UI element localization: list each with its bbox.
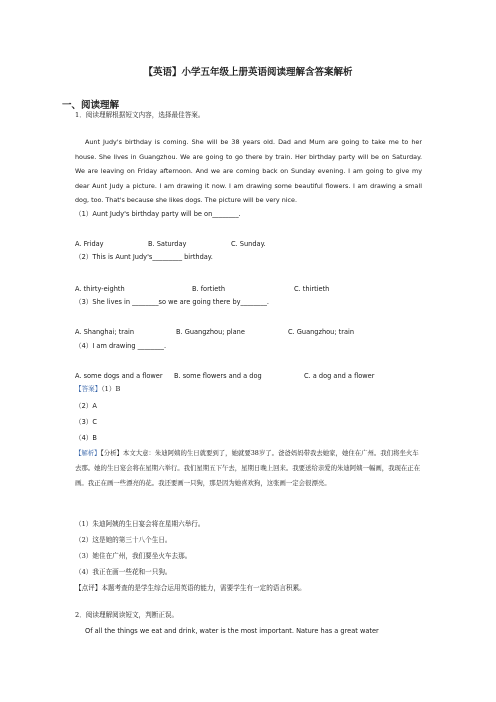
- page-title: 【英语】小学五年级上册英语阅读理解含答案解析: [143, 67, 353, 78]
- option-b: B. some flowers and a dog: [174, 372, 262, 380]
- sub-question-4: （4）I am drawing ________.: [75, 342, 167, 350]
- question-1-prompt: 1．阅读理解根据短文内容，选择最佳答案。: [75, 111, 205, 119]
- option-c: C. a dog and a flower: [304, 372, 375, 380]
- answer-tag: 【答案】: [75, 385, 102, 393]
- note-1: （1）朱迪阿姨的生日宴会将在星期六举行。: [75, 520, 205, 528]
- option-a: A. thirty-eighth: [75, 285, 125, 293]
- answer-2: （2）A: [75, 402, 97, 410]
- note-4: （4）我正在画一些花和一只狗。: [75, 568, 172, 576]
- note-3: （3）她住在广州，我们要坐火车去那。: [75, 552, 192, 560]
- sub-question-3: （3）She lives in ________so we are going there by________.: [75, 298, 270, 306]
- option-c: C. Sunday.: [231, 240, 266, 248]
- option-b: B. Guangzhou; plane: [176, 328, 245, 336]
- comment-line: 【点评】本题考查的是学生综合运用英语的能力，需要学生有一定的语言积累。: [75, 584, 306, 592]
- question-2-passage-start: Of all the things we eat and drink, water is the most important. Nature has a great water: [85, 627, 379, 635]
- option-c: C. Guangzhou; train: [288, 328, 355, 336]
- answer-1: （1）B: [101, 385, 121, 393]
- analysis-text: 【分析】本文大意：朱迪阿姨的生日就要到了，她就要38岁了。爸爸妈妈带我去她家，她住在广州。我们将坐火车去那。她的生日宴会将在星期六举行。我们星期五下午去，星期日晚上回来。我要送给亲爱的朱迪阿姨一幅画，我现在正在画。我正在画一些漂亮的花。我还要画一只狗，那是因为她喜欢狗，这张画一定会很漂亮。: [75, 449, 421, 487]
- analysis-tag: 【解析】: [75, 449, 101, 457]
- answer-3: （3）C: [75, 418, 97, 426]
- answer-line: [75, 384, 120, 394]
- option-b: B. Saturday: [148, 240, 187, 248]
- option-a: A. Friday: [75, 240, 104, 248]
- question-2-prompt: 2．阅读理解阅读短文，判断正误。: [75, 611, 179, 619]
- note-2: （2）这是她的第三十八个生日。: [75, 536, 172, 544]
- sub-question-2: （2）This is Aunt Judy's_________ birthday.: [75, 253, 213, 261]
- option-a: A. Shanghai; train: [75, 328, 135, 336]
- option-a: A. some dogs and a flower: [75, 372, 163, 380]
- analysis-paragraph: [75, 446, 422, 491]
- option-b: B. fortieth: [192, 285, 226, 293]
- option-c: C. thirtieth: [294, 285, 330, 293]
- answer-4: （4）B: [75, 434, 97, 442]
- section-heading: 一、阅读理解: [62, 100, 120, 111]
- sub-question-1: （1）Aunt Judy's birthday party will be on________.: [75, 210, 241, 218]
- question-1-passage: Aunt Judy's birthday is coming. She will be 38 years old. Dad and Mum are going to take me to her house. She lives in Guangzhou. We are going to go there by train. Her birthday party will be on Saturday. We are leaving on Friday afternoon. And we are coming back on Sunday evening. I am going to give my dear Aunt Judy a picture. I am drawing it now. I am drawing some beautiful flowers. I am drawing a small dog, too. That's because she likes dogs. The picture will be very nice.: [75, 138, 422, 205]
